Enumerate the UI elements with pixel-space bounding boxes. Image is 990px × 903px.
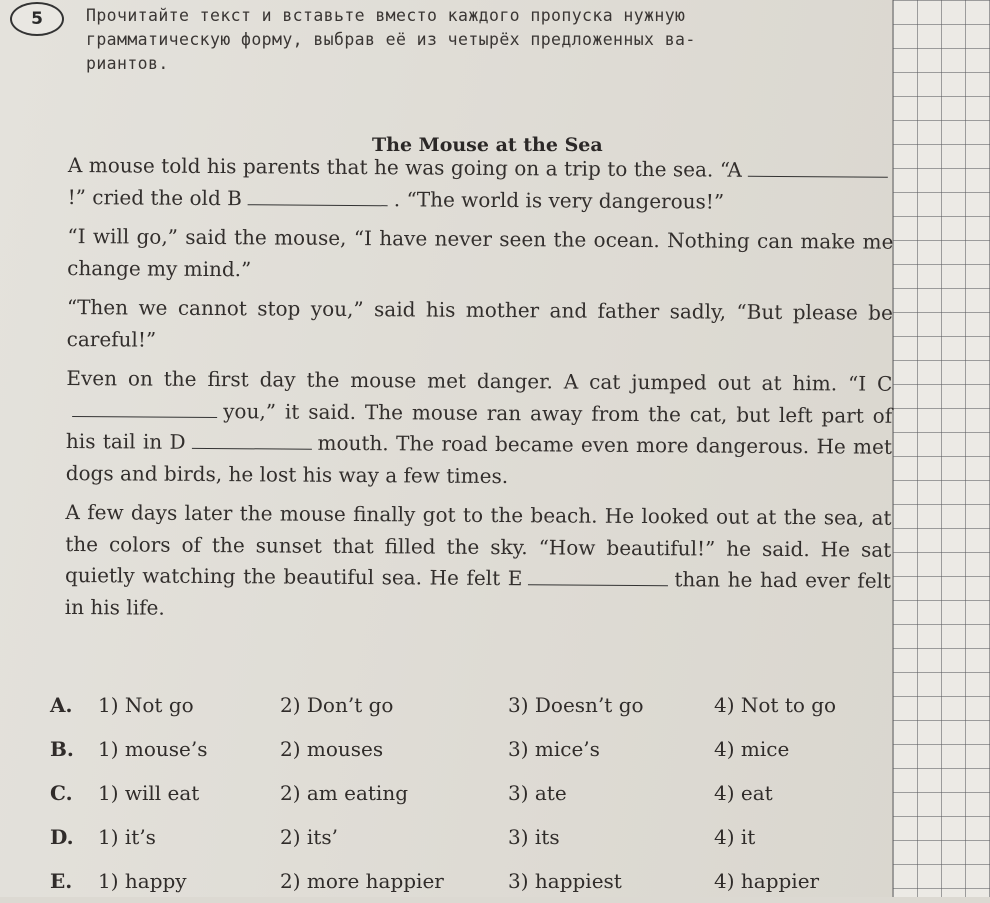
option-choice-2: 2) its’ [280,825,338,849]
option-choice-1: 1) happy [98,869,187,893]
paragraph-1-part-1: A mouse told his parents that he was going on a trip to the sea. “A [67,152,742,182]
story-paragraph-5 [65,497,892,629]
paragraph-1-part-3: . “The world is very dangerous!” [393,186,725,214]
option-choice-4: 4) Not to go [714,693,837,717]
paragraph-1-part-2: !” cried the old B [67,184,242,210]
option-row-b [50,727,890,771]
instruction-line-2: грамматическую форму, выбрав её из четырёх предложенных ва- [86,30,696,49]
answer-options-table [50,683,890,903]
instruction-line-3: риантов. [86,54,169,73]
gap-c-blank [72,396,217,418]
paragraph-4-part-1: Even on the first day the mouse met danger. A cat jumped out at him. “I C [66,365,893,396]
paragraph-4-part-3: mouth. The road became even more dangerous. He met dogs and birds, he lost his way a few times. [65,430,893,488]
option-row-a [50,683,890,727]
task-number-badge: 5 [10,2,64,36]
gap-b-blank [248,184,388,206]
gap-d-blank [191,428,311,450]
option-choice-3: 3) happiest [508,869,622,893]
gap-e-blank [528,564,668,586]
option-row-e [50,859,890,903]
option-choice-2: 2) more happier [280,869,444,893]
gap-a-blank [748,156,888,178]
option-choice-3: 3) mice’s [508,737,600,761]
option-letter: A. [50,693,73,717]
option-letter: E. [50,869,73,893]
story-title: The Mouse at the Sea [372,134,603,156]
option-choice-3: 3) its [508,825,560,849]
story-text [65,150,894,637]
option-choice-4: 4) it [714,825,756,849]
option-row-d [50,815,890,859]
option-letter: B. [50,737,74,761]
paragraph-5-part-2: than he had ever felt in his life. [64,567,892,620]
story-paragraph-1 [68,150,894,219]
story-paragraph-4 [66,363,893,495]
story-paragraph-2: “I will go,” said the mouse, “I have never seen the ocean. Nothing can make me change my mind.” [67,223,894,281]
paragraph-5-part-1: A few days later the mouse finally got to the beach. He looked out at the sea, at the colors of the sunset that filled the sky. “How beautiful!” he said. He sat quietly watching the beautiful sea. He felt E [64,499,892,591]
option-choice-4: 4) happier [714,869,820,893]
option-choice-2: 2) am eating [280,781,409,805]
option-choice-2: 2) mouses [280,737,384,761]
option-choice-1: 1) Not go [98,693,194,717]
option-letter: C. [50,781,73,805]
option-choice-1: 1) mouse’s [98,737,208,761]
option-choice-2: 2) Don’t go [280,693,394,717]
option-choice-1: 1) it’s [98,825,156,849]
option-letter: D. [50,825,74,849]
option-choice-3: 3) ate [508,781,567,805]
paragraph-4-part-2: you,” it said. The mouse ran away from the cat, but left part of his tail in D [65,398,893,454]
task-instruction [86,4,886,76]
option-row-c [50,771,890,815]
instruction-line-1: Прочитайте текст и вставьте вместо каждого пропуска нужную [86,6,686,25]
option-choice-4: 4) mice [714,737,790,761]
grid-margin [892,0,990,897]
story-paragraph-3: “Then we cannot stop you,” said his mother and father sadly, “But please be careful!” [66,294,893,352]
option-choice-3: 3) Doesn’t go [508,693,644,717]
option-choice-1: 1) will eat [98,781,200,805]
option-choice-4: 4) eat [714,781,773,805]
